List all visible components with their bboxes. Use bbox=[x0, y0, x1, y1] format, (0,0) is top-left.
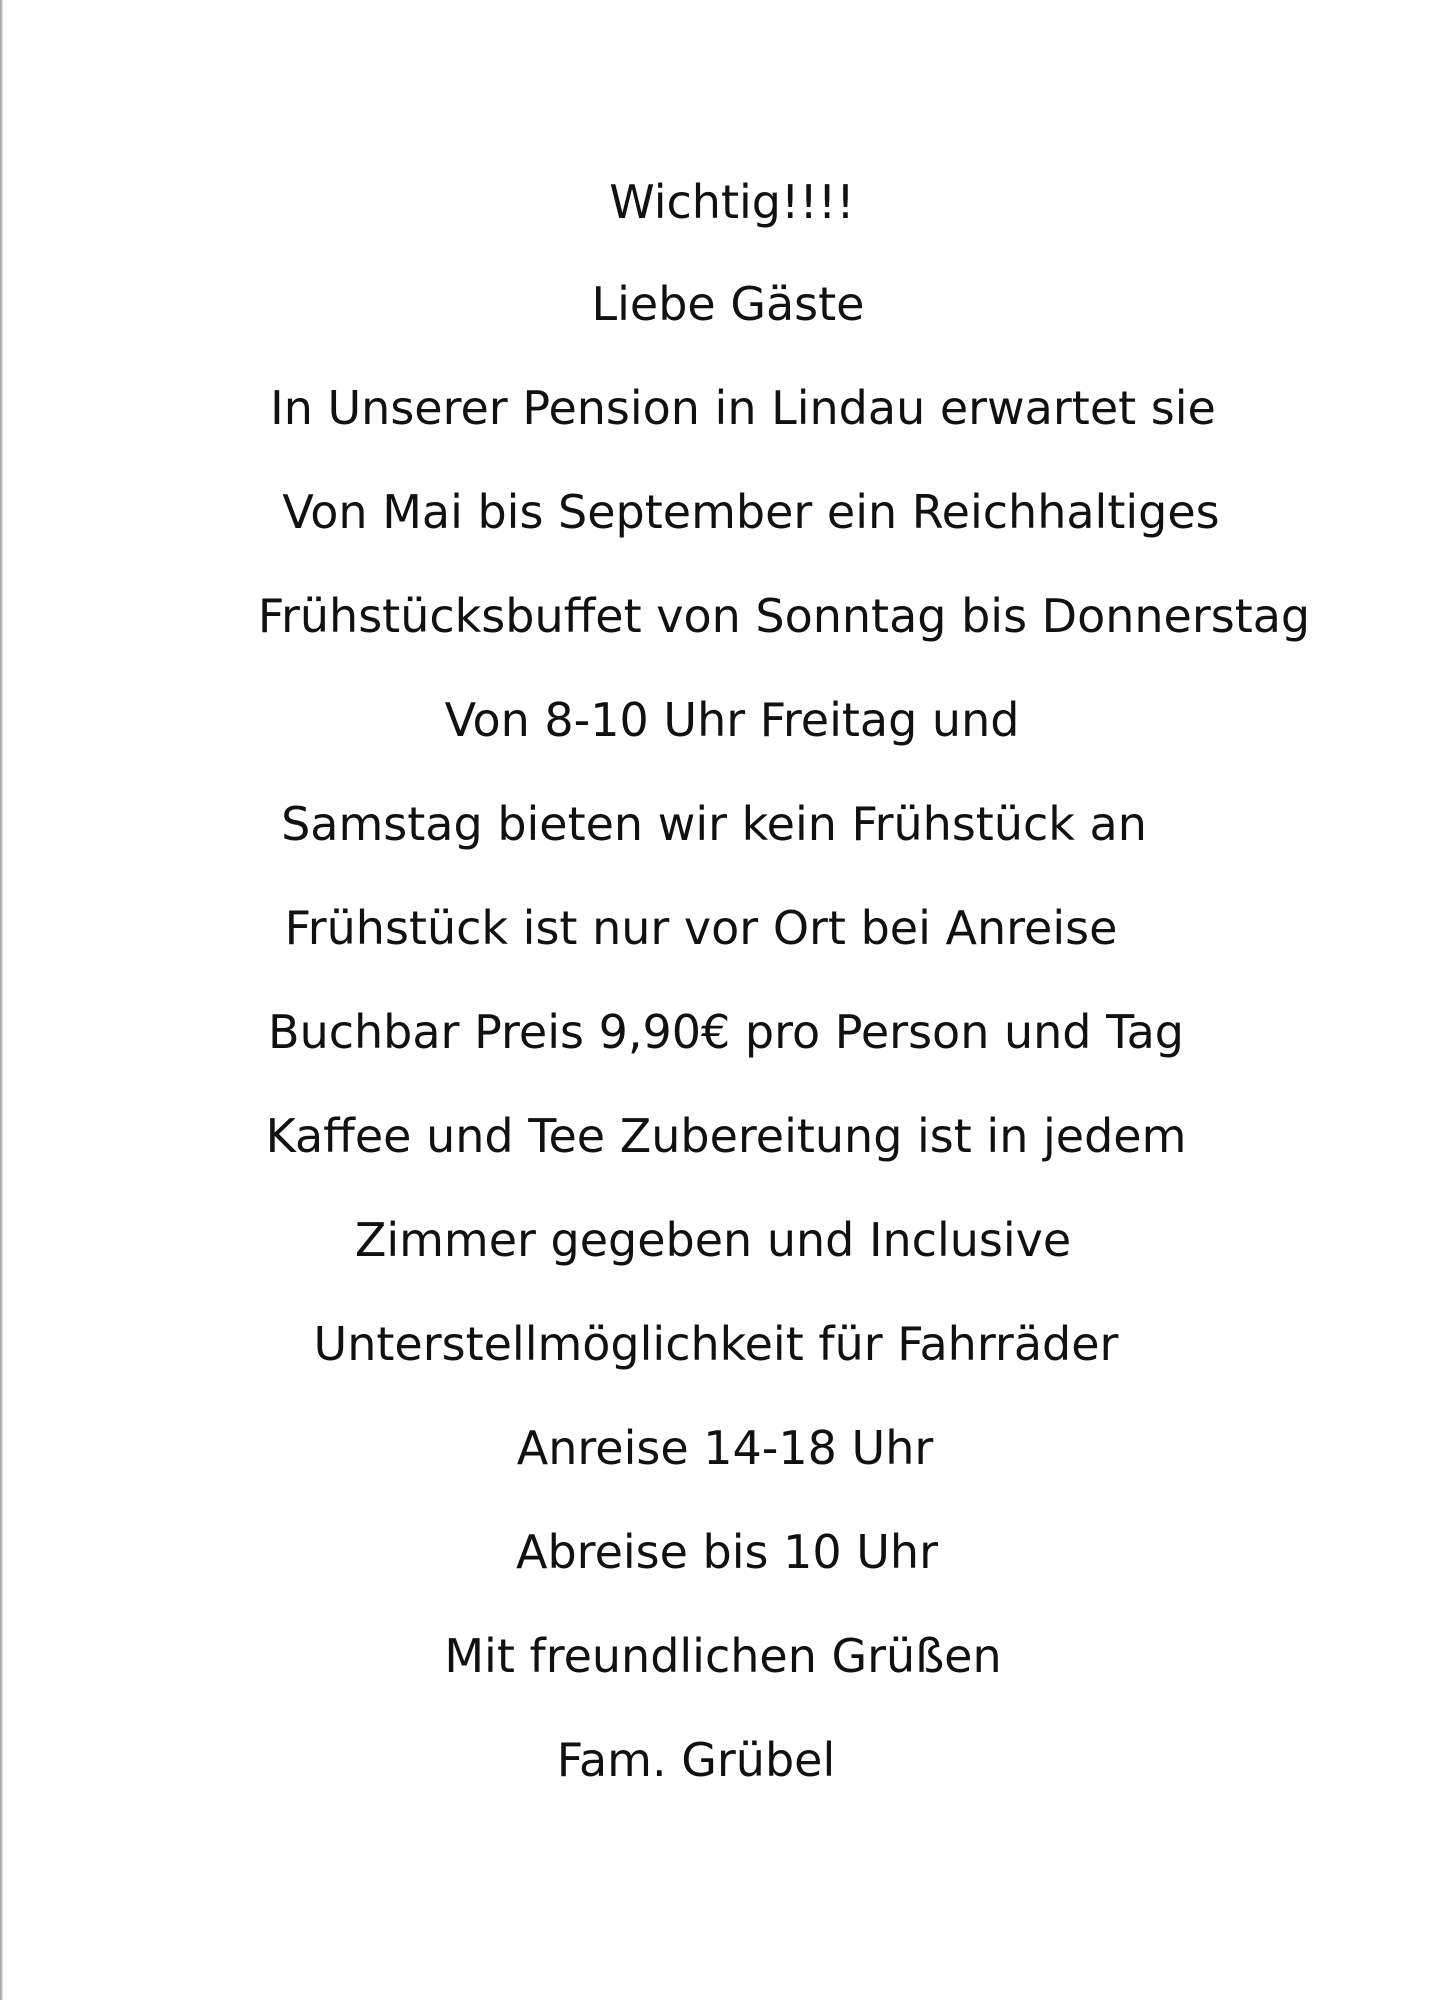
notice-line: Abreise bis 10 Uhr bbox=[516, 1525, 938, 1579]
notice-line: Frühstück ist nur vor Ort bei Anreise bbox=[284, 901, 1118, 955]
notice-line: Von Mai bis September ein Reichhaltiges bbox=[282, 485, 1220, 539]
notice-heading: Wichtig!!!! bbox=[609, 175, 855, 229]
notice-signature: Fam. Grübel bbox=[556, 1733, 836, 1787]
notice-line: Unterstellmöglichkeit für Fahrräder bbox=[313, 1317, 1119, 1371]
notice-line: Frühstücksbuffet von Sonntag bis Donnerstag bbox=[257, 589, 1311, 643]
notice-line: Anreise 14-18 Uhr bbox=[516, 1421, 934, 1475]
notice-line: Von 8-10 Uhr Freitag und bbox=[444, 693, 1020, 747]
notice-line: In Unserer Pension in Lindau erwartet sie bbox=[270, 381, 1216, 435]
notice-line: Zimmer gegeben und Inclusive bbox=[354, 1213, 1072, 1267]
notice-greeting: Liebe Gäste bbox=[591, 277, 865, 331]
notice-line: Samstag bieten wir kein Frühstück an bbox=[281, 797, 1147, 851]
notice-closing: Mit freundlichen Grüßen bbox=[444, 1629, 1002, 1683]
notice-line: Kaffee und Tee Zubereitung ist in jedem bbox=[265, 1109, 1187, 1163]
notice-line: Buchbar Preis 9,90€ pro Person und Tag bbox=[268, 1005, 1184, 1059]
